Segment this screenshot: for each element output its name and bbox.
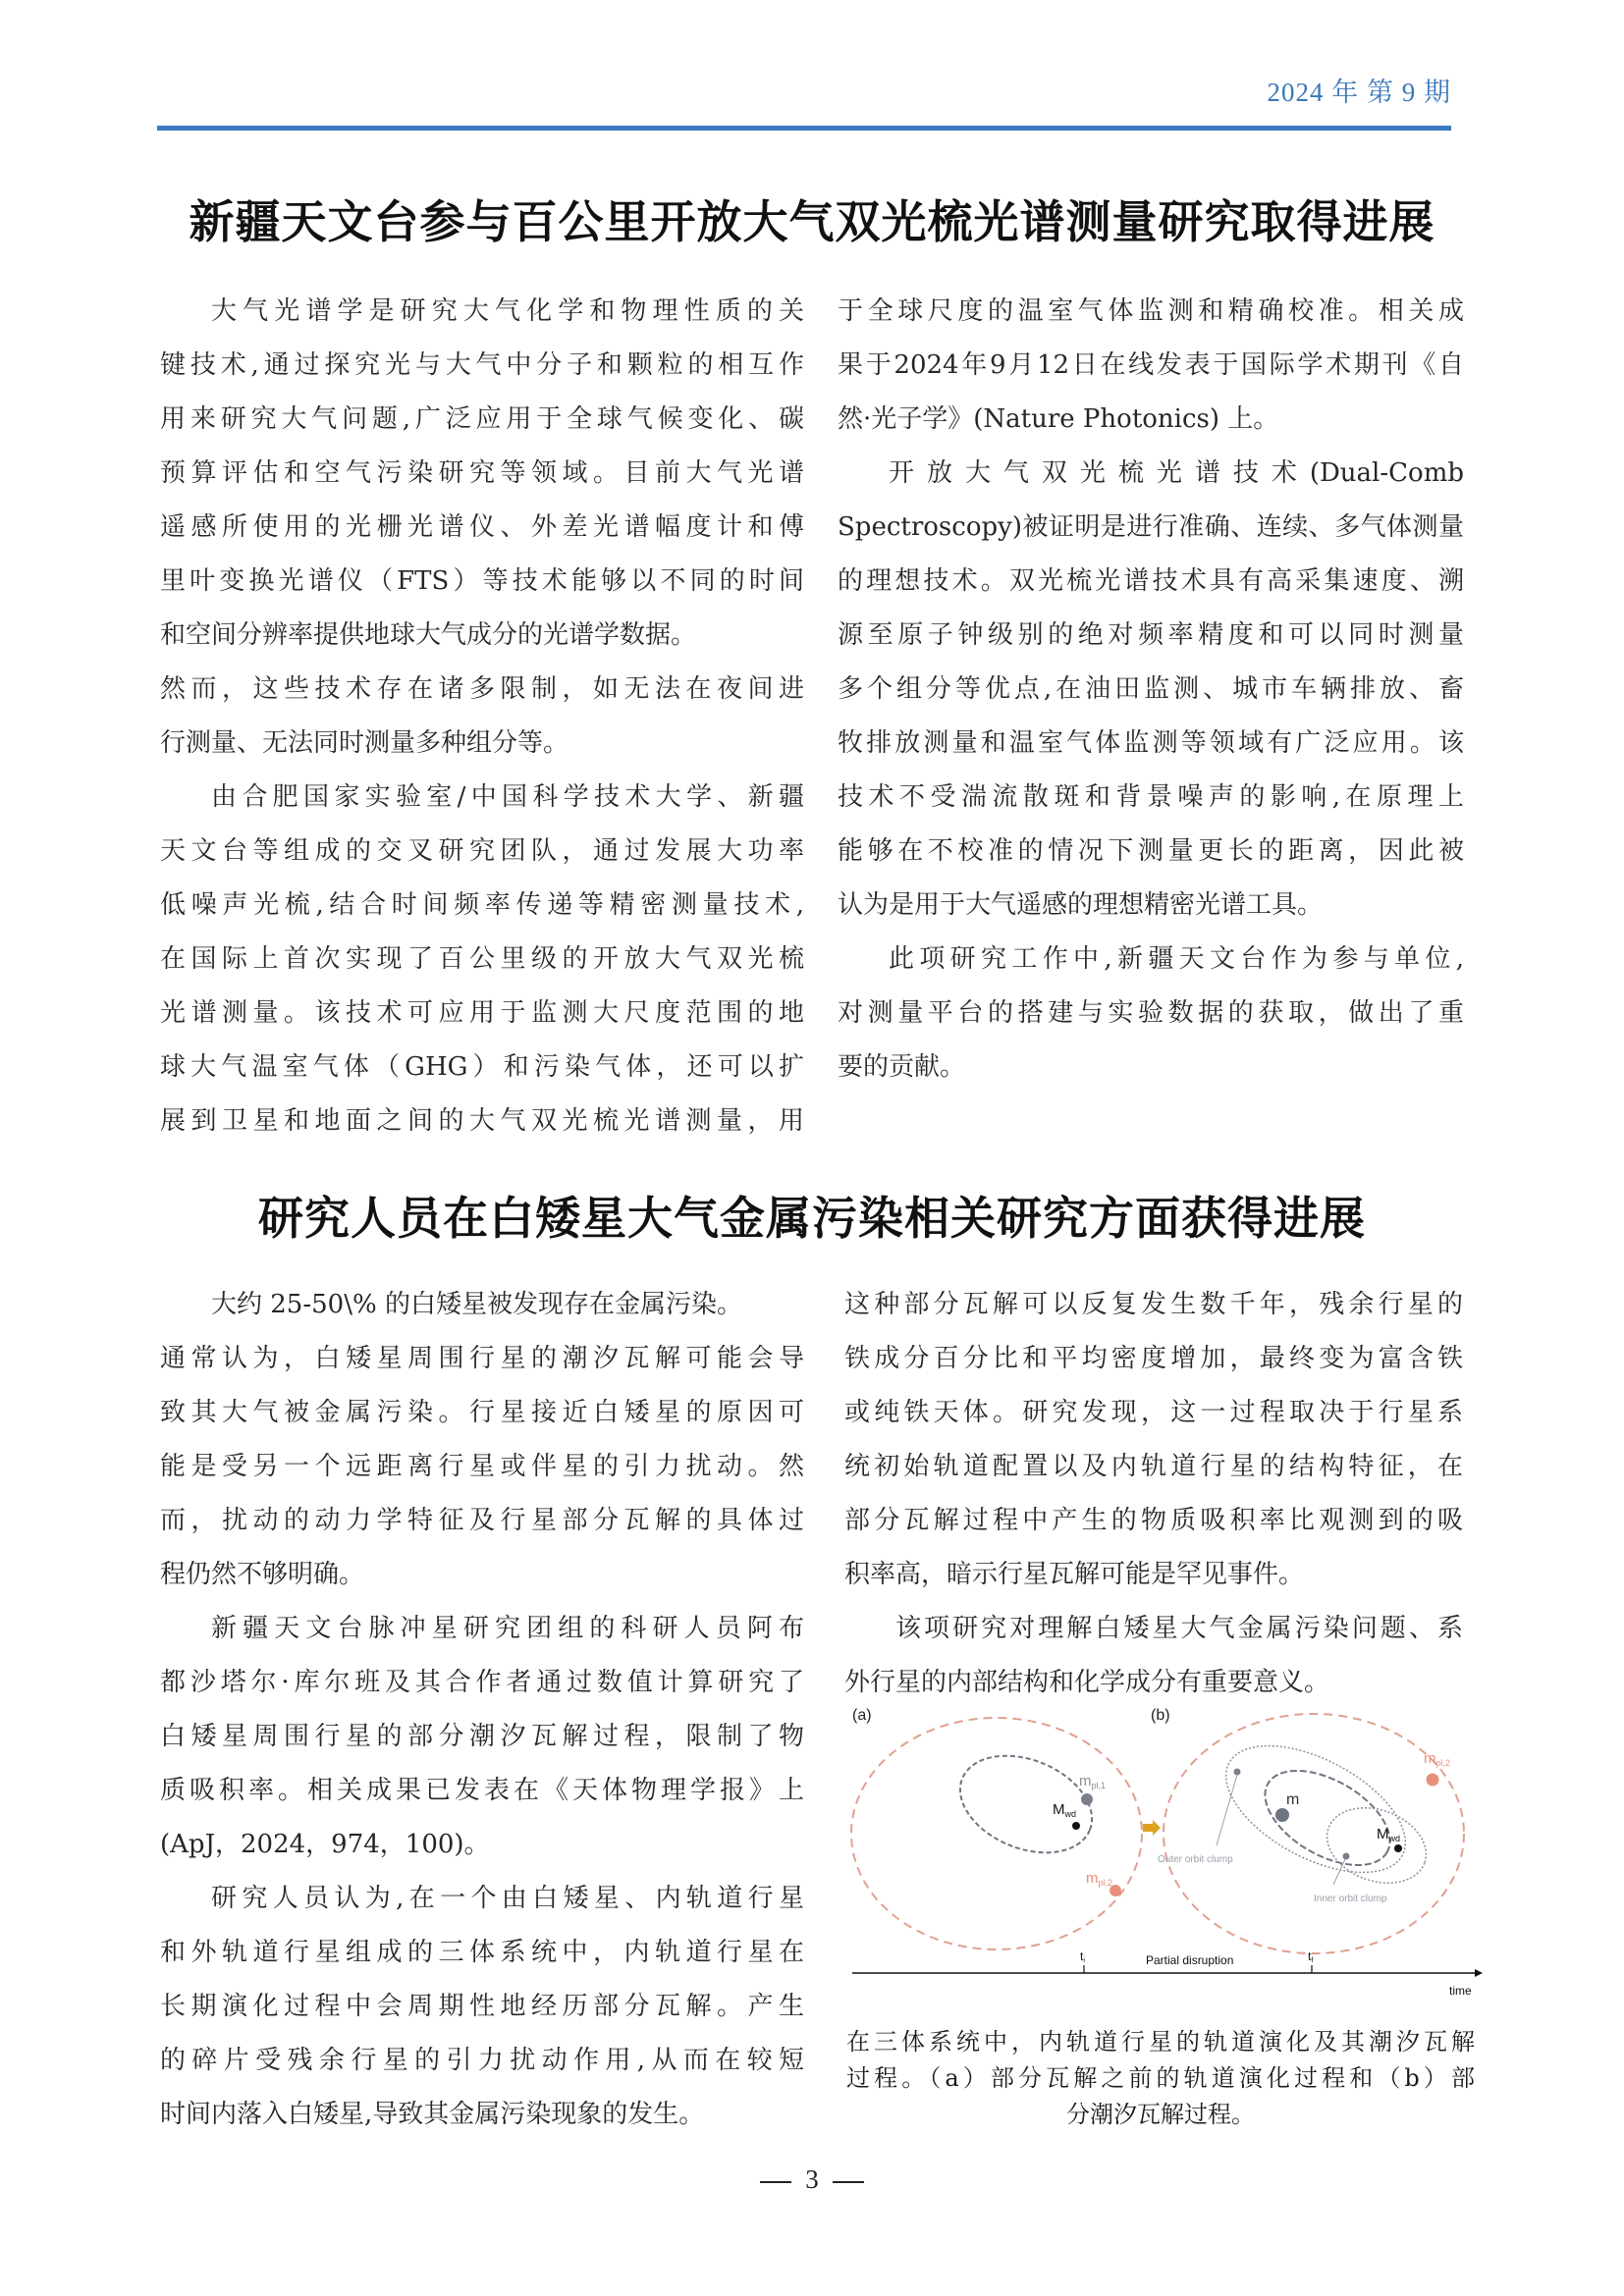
tf-label: tf	[1308, 1949, 1314, 1964]
text-line: 于全球尺度的温室气体监测和精确校准。相关成	[838, 296, 1464, 326]
text-line: 白矮星周围行星的部分潮汐瓦解过程，限制了物	[160, 1722, 804, 1751]
text-line: 和空间分辨率提供地球大气成分的光谱学数据。	[160, 620, 697, 650]
white-dwarf-dot-b	[1394, 1844, 1402, 1852]
text-line: 键技术,通过探究光与大气中分子和颗粒的相互作	[160, 350, 804, 380]
text-line: 长期演化过程中会周期性地经历部分瓦解。产生	[160, 1992, 804, 2021]
inner-clump-orbit	[1317, 1794, 1436, 1896]
text-line: 时间内落入白矮星,导致其金属污染现象的发生。	[160, 2100, 705, 2129]
inner-orbit-a	[946, 1737, 1107, 1871]
text-line: 大约 25-50\% 的白矮星被发现存在金属污染。	[211, 1290, 742, 1319]
text-line: 积率高，暗示行星瓦解可能是罕见事件。	[844, 1560, 1305, 1589]
text-line: 展到卫星和地面之间的大气双光梳光谱测量，用	[160, 1106, 804, 1136]
outer-orbit-b	[1164, 1714, 1464, 1953]
article2-right-column	[844, 1278, 1463, 1710]
article1-left-column	[160, 285, 804, 1148]
article1-title: 新疆天文台参与百公里开放大气双光梳光谱测量研究取得进展	[189, 195, 1435, 248]
text-line: 对测量平台的搭建与实验数据的获取，做出了重	[838, 998, 1464, 1028]
text-line: (ApJ，2024，974，100)。	[160, 1830, 490, 1859]
text-line: 行测量、无法同时测量多种组分等。	[160, 728, 569, 758]
text-line: 天文台等组成的交叉研究团队，通过发展大功率	[160, 836, 804, 866]
outer-clump-pointer	[1217, 1775, 1237, 1845]
text-line: 在国际上首次实现了百公里级的开放大气双光梳	[160, 944, 804, 974]
text-line: 研究人员认为,在一个由白矮星、内轨道行星	[211, 1884, 804, 1913]
time-axis-label: time	[1449, 1984, 1472, 1998]
text-line: 能是受另一个远距离行星或伴星的引力扰动。然	[160, 1452, 804, 1481]
text-line: 里叶变换光谱仪（FTS）等技术能够以不同的时间	[160, 566, 804, 596]
text-line: 果于2024年9月12日在线发表于国际学术期刊《自	[838, 350, 1464, 380]
article2-title: 研究人员在白矮星大气金属污染相关研究方面获得进展	[258, 1192, 1366, 1245]
text-line: 牧排放测量和温室气体监测等领域有广泛应用。该	[838, 728, 1464, 758]
outer-clump-dot	[1234, 1769, 1241, 1776]
inner-clump-dot	[1343, 1853, 1350, 1860]
panel-b-label: (b)	[1151, 1707, 1170, 1724]
caption-line: 分潮汐瓦解过程。	[1066, 2101, 1255, 2128]
text-line: 预算评估和空气污染研究等领域。目前大气光谱	[160, 458, 804, 488]
issue-label: 2024 年 第 9 期	[1267, 78, 1451, 107]
planet2-label-a: $m_{pl,2}$	[1086, 1870, 1113, 1888]
text-line: 的理想技术。双光梳光谱技术具有高采集速度、溯	[838, 566, 1464, 596]
caption-line: 过程。（a）部分瓦解之前的轨道演化过程和（b）部	[846, 2064, 1475, 2092]
text-line: 遥感所使用的光栅光谱仪、外差光谱幅度计和傅	[160, 512, 804, 542]
text-line: 铁成分百分比和平均密度增加，最终变为富含铁	[844, 1344, 1463, 1373]
outer-clump-label: Outer orbit clump	[1158, 1854, 1233, 1865]
text-line: 认为是用于大气遥感的理想精密光谱工具。	[838, 890, 1324, 920]
text-line: Spectroscopy)被证明是进行准确、连续、多气体测量	[838, 512, 1464, 542]
page-dash-right	[833, 2181, 864, 2183]
planet2-dot-b	[1427, 1774, 1439, 1787]
white-dwarf-dot	[1072, 1822, 1080, 1830]
text-line: 球大气温室气体（GHG）和污染气体，还可以扩	[160, 1052, 804, 1082]
text-line: 然而，这些技术存在诸多限制，如无法在夜间进	[160, 674, 804, 704]
text-line: 开放大气双光梳光谱技术(Dual-Comb	[889, 458, 1464, 488]
article1-right-column	[838, 285, 1464, 1095]
text-line: 此项研究工作中,新疆天文台作为参与单位,	[889, 944, 1464, 974]
text-line: 技术不受湍流散斑和背景噪声的影响,在原理上	[838, 782, 1464, 812]
caption-line: 在三体系统中，内轨道行星的轨道演化及其潮汐瓦解	[846, 2028, 1475, 2056]
text-line: 通常认为，白矮星周围行星的潮汐瓦解可能会导	[160, 1344, 804, 1373]
remnant-planet-label: m	[1286, 1791, 1300, 1808]
figure-caption	[846, 2024, 1475, 2133]
planet-orbit-b	[1249, 1751, 1405, 1885]
text-line: 光谱测量。该技术可应用于监测大尺度范围的地	[160, 998, 804, 1028]
transition-arrow-icon	[1143, 1820, 1161, 1836]
panel-a-label: (a)	[852, 1707, 872, 1724]
planet1-label: $m_{pl,1}$	[1079, 1773, 1107, 1790]
timeline-arrow-icon	[1475, 1969, 1483, 1977]
text-line: 该项研究对理解白矮星大气金属污染问题、系	[895, 1614, 1463, 1643]
text-line: 新疆天文台脉冲星研究团组的科研人员阿布	[211, 1614, 804, 1643]
orbit-figure	[846, 1688, 1485, 2012]
text-line: 程仍然不够明确。	[160, 1560, 365, 1589]
text-line: 源至原子钟级别的绝对频率精度和可以同时测量	[838, 620, 1464, 650]
inner-clump-label: Inner orbit clump	[1314, 1894, 1387, 1904]
text-line: 的碎片受残余行星的引力扰动作用,从而在较短	[160, 2046, 804, 2075]
text-line: 多个组分等优点,在油田监测、城市车辆排放、畜	[838, 674, 1464, 704]
page-dash-left	[760, 2181, 791, 2183]
partial-disruption-label: Partial disruption	[1146, 1953, 1234, 1967]
remnant-planet-dot	[1275, 1808, 1289, 1822]
text-line: 大气光谱学是研究大气化学和物理性质的关	[211, 296, 804, 326]
text-line: 要的贡献。	[838, 1052, 966, 1082]
white-dwarf-label: $M_{wd}$	[1053, 1801, 1077, 1819]
text-line: 而，扰动的动力学特征及行星部分瓦解的具体过	[160, 1506, 804, 1535]
text-line: 和外轨道行星组成的三体系统中，内轨道行星在	[160, 1938, 804, 1967]
text-line: 部分瓦解过程中产生的物质吸积率比观测到的吸	[844, 1506, 1463, 1535]
text-line: 外行星的内部结构和化学成分有重要意义。	[844, 1668, 1330, 1697]
text-line: 都沙塔尔·库尔班及其合作者通过数值计算研究了	[160, 1668, 804, 1697]
outer-orbit-a	[851, 1718, 1142, 1949]
text-line: 统初始轨道配置以及内轨道行星的结构特征，在	[844, 1452, 1463, 1481]
text-line: 致其大气被金属污染。行星接近白矮星的原因可	[160, 1398, 804, 1427]
text-line: 然·光子学》(Nature Photonics) 上。	[838, 404, 1279, 434]
text-line: 这种部分瓦解可以反复发生数千年，残余行星的	[844, 1290, 1463, 1319]
text-line: 低噪声光梳,结合时间频率传递等精密测量技术,	[160, 890, 804, 920]
page-number-value: 3	[805, 2164, 819, 2194]
text-line: 由合肥国家实验室/中国科学技术大学、新疆	[211, 782, 804, 812]
text-line: 用来研究大气问题,广泛应用于全球气候变化、碳	[160, 404, 804, 434]
article2-left-column	[160, 1278, 804, 2142]
text-line: 能够在不校准的情况下测量更长的距离，因此被	[838, 836, 1464, 866]
planet1-dot	[1081, 1793, 1093, 1805]
planet2-label-b: $m_{pl,2}$	[1424, 1750, 1451, 1768]
outer-clump-orbit	[1206, 1720, 1426, 1898]
page-number	[0, 2164, 1624, 2195]
text-line: 质吸积率。相关成果已发表在《天体物理学报》上	[160, 1776, 804, 1805]
ti-label: ti	[1080, 1949, 1085, 1964]
white-dwarf-label-b: $M_{wd}$	[1377, 1826, 1401, 1843]
header-rule	[157, 126, 1451, 131]
text-line: 或纯铁天体。研究发现，这一过程取决于行星系	[844, 1398, 1463, 1427]
